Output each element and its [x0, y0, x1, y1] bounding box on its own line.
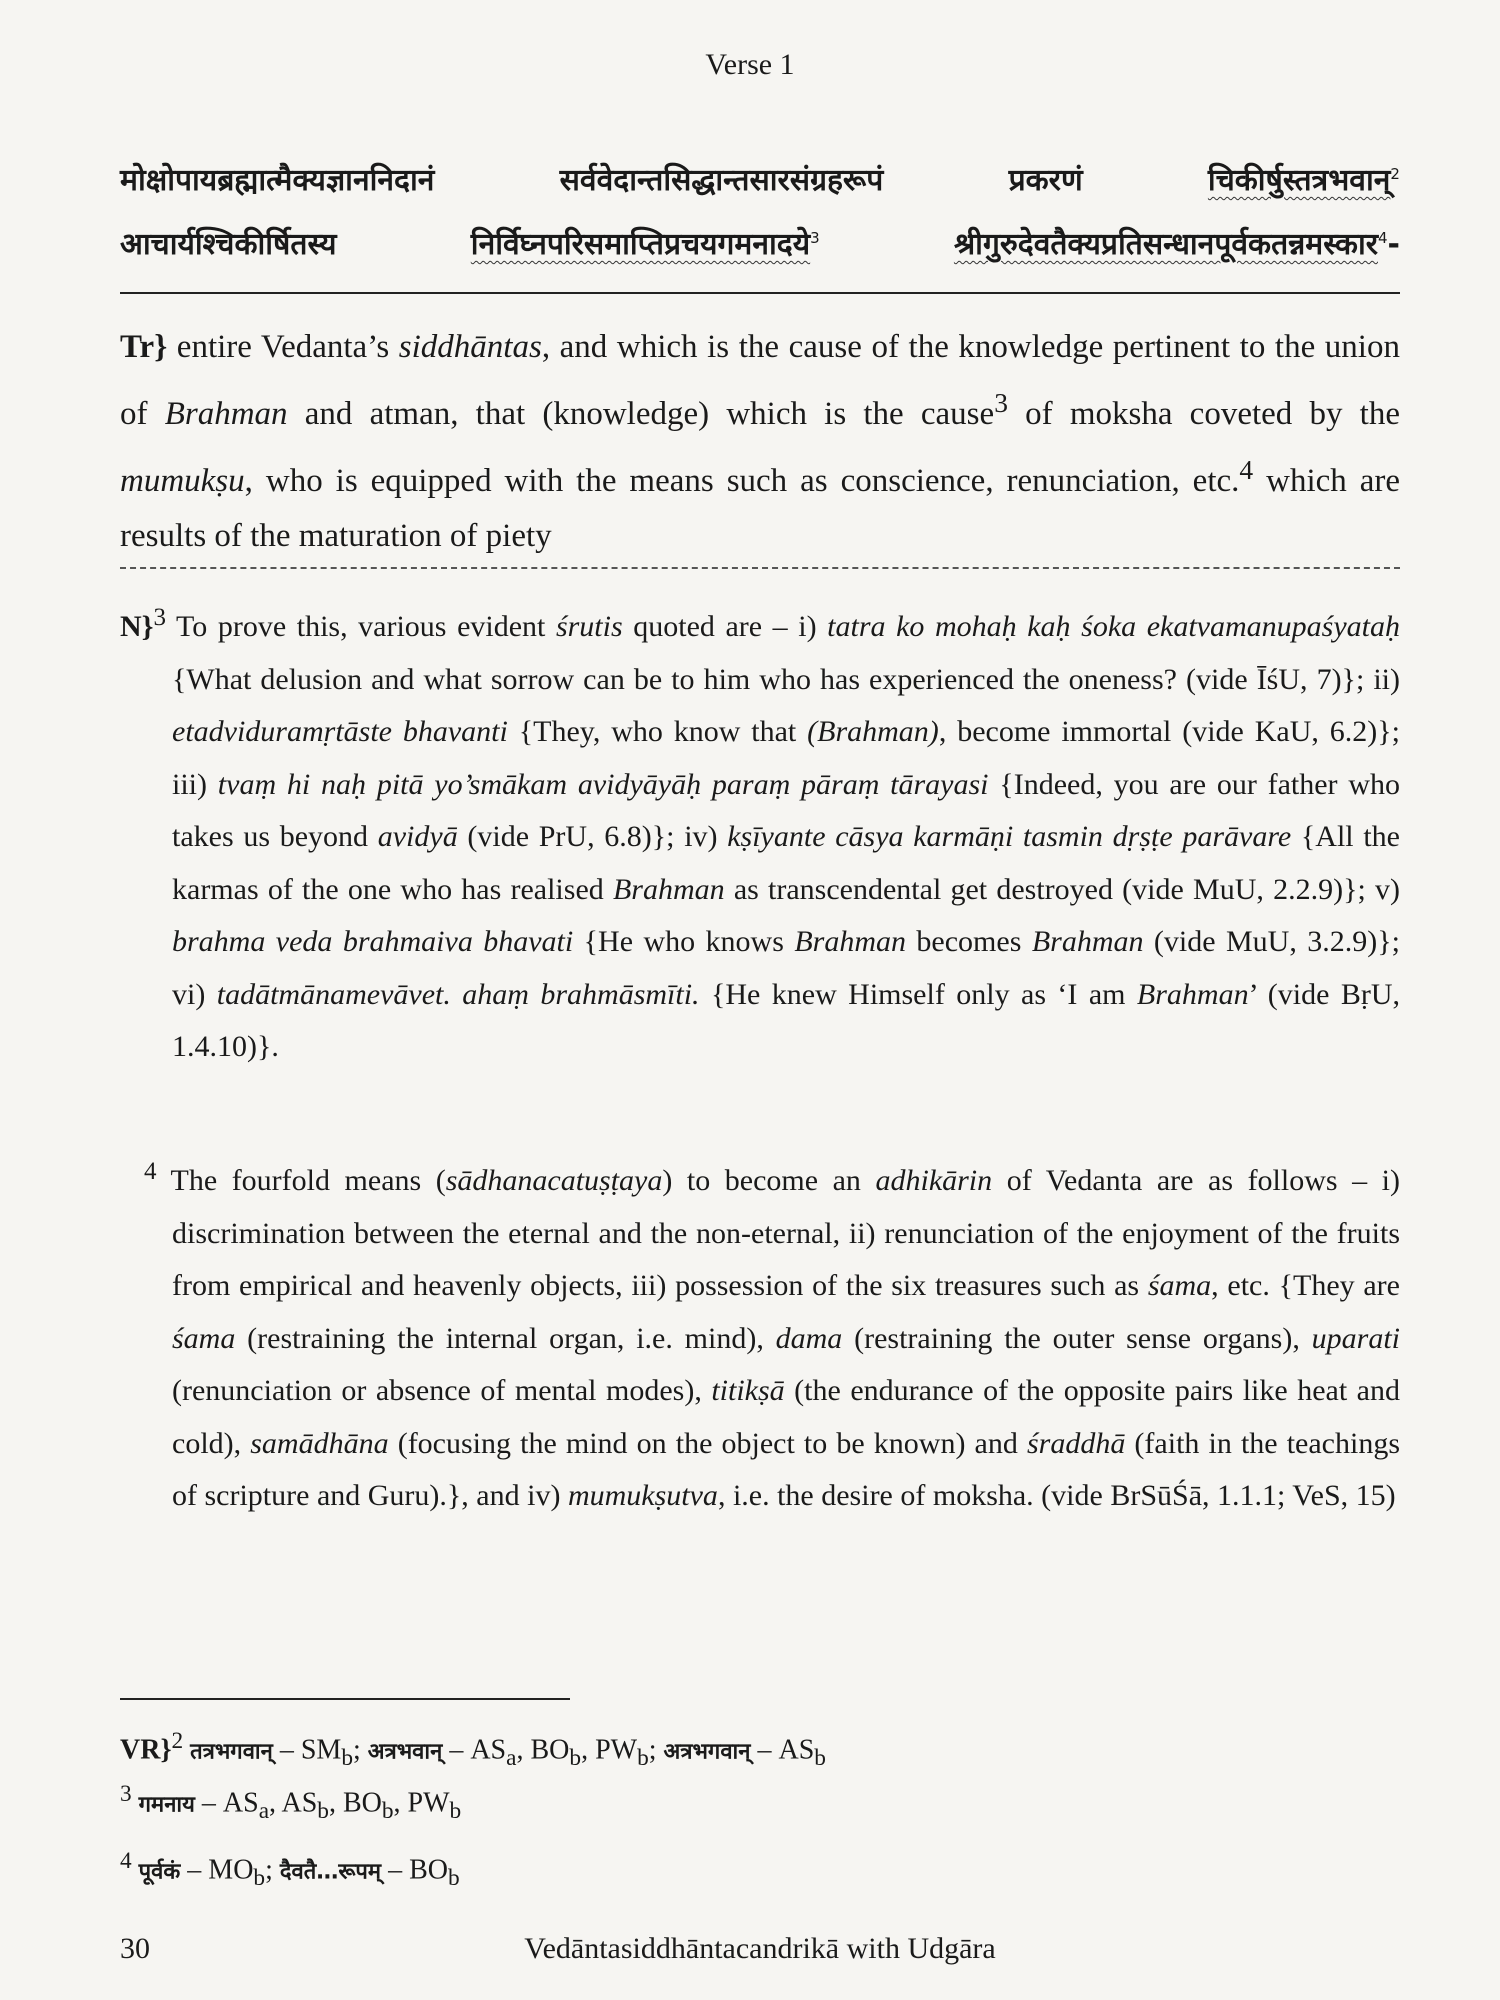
- text: {All the karmas of the one who has realised: [172, 820, 1400, 906]
- text: , etc. {They are: [1211, 1269, 1400, 1302]
- text: – AS: [194, 1787, 259, 1819]
- note-number: 3: [153, 604, 166, 631]
- text: , PW: [393, 1787, 450, 1819]
- text: (focusing the mind on the object to be known) and: [388, 1426, 1027, 1460]
- text: , i.e. the desire of moksha. (vide BrSūŚā, 1.1.1; VeS, 15): [717, 1479, 1396, 1512]
- manuscript-sub: b: [341, 1744, 353, 1771]
- devanagari-variant: पूर्वकं: [138, 1859, 181, 1885]
- italic-term: titikṣā: [711, 1374, 785, 1407]
- variant-reading-3: [120, 1777, 1400, 1828]
- sanskrit-line-2: [120, 222, 1400, 263]
- italic-term: Brahman: [1136, 977, 1249, 1011]
- translation-paragraph: [120, 320, 1400, 564]
- manuscript-sub: b: [381, 1797, 394, 1824]
- text: (the endurance of the opposite pairs like heat and cold),: [172, 1374, 1400, 1460]
- text: The fourfold means (: [156, 1164, 446, 1197]
- sanskrit-word: प्रकरणं: [1008, 163, 1083, 198]
- footnote-ref: 3: [994, 387, 1008, 418]
- devanagari-variant: दैवतै…रूपम्: [279, 1859, 382, 1885]
- variant-marked-word: निर्विघ्नपरिसमाप्तिप्रचयगमनादये: [470, 227, 811, 262]
- italic-term: siddhāntas: [398, 329, 542, 365]
- italic-term: Brahman: [164, 396, 288, 432]
- manuscript-sub: a: [506, 1744, 517, 1771]
- translation-label: Tr}: [120, 329, 168, 365]
- sanskrit-word: [954, 222, 1400, 263]
- italic-term: mumukṣu: [120, 463, 245, 499]
- italic-term: tvaṃ hi naḥ pitā yo’smākam avidyāyāḥ paraṃ pāraṃ tārayasi: [217, 767, 989, 801]
- text: becomes: [906, 925, 1032, 958]
- note-label: N}: [120, 610, 154, 643]
- book-title: Vedāntasiddhāntacandrikā with Udgāra: [524, 1932, 996, 1965]
- footnote-rule: [120, 1698, 570, 1700]
- variant-reading-2: [120, 1724, 1400, 1775]
- manuscript-sub: a: [258, 1797, 270, 1824]
- text: {What delusion and what sorrow can be to him who has experienced the oneness? (vide ĪśU, 7)}; ii): [172, 662, 1400, 696]
- text: and atman, that (knowledge) which is the cause: [287, 396, 995, 432]
- note-number: 4: [120, 1848, 132, 1874]
- manuscript-sub: b: [449, 1797, 462, 1824]
- divider-solid: [120, 292, 1400, 294]
- text: {He knew Himself only as ‘I am: [699, 977, 1137, 1011]
- italic-term: (Brahman): [807, 715, 939, 748]
- text: (faith in the teachings of scripture and Guru).}, and iv): [172, 1426, 1400, 1512]
- devanagari-variant: तत्रभगवान्: [190, 1739, 273, 1765]
- italic-term: śraddhā: [1026, 1426, 1126, 1460]
- italic-term: Brahman: [794, 925, 906, 958]
- note-body: [120, 592, 1400, 1074]
- italic-term: śama: [172, 1321, 236, 1355]
- text: (renunciation or absence of mental modes),: [172, 1374, 712, 1407]
- italic-term: kṣīyante cāsya karmāṇi tasmin dṛṣṭe parāvare: [727, 820, 1292, 853]
- variant-marked-word: चिकीर्षुस्तत्रभवान्: [1207, 163, 1391, 198]
- italic-term: tatra ko mohaḥ kaḥ śoka ekatvamanupaśyataḥ: [827, 610, 1400, 643]
- italic-term: avidyā: [377, 820, 458, 853]
- note-number: 4: [144, 1158, 157, 1185]
- text: ;: [648, 1734, 664, 1766]
- italic-term: tadātmānamevāvet. ahaṃ brahmāsmīti.: [216, 977, 700, 1011]
- variant-label: VR}: [120, 1734, 172, 1766]
- sanskrit-line-1: [120, 158, 1400, 199]
- manuscript-sub: b: [317, 1797, 329, 1824]
- sanskrit-word: सर्ववेदान्तसिद्धान्तसारसंग्रहरूपं: [559, 163, 884, 198]
- text: {Indeed, you are our father who takes us beyond: [172, 767, 1401, 853]
- footnote-ref: 4: [1239, 454, 1254, 485]
- text: , PW: [581, 1734, 638, 1766]
- text: ;: [352, 1734, 368, 1766]
- italic-term: Brahman: [1031, 925, 1144, 958]
- italic-term: brahma veda brahmaiva bhavati: [172, 925, 574, 958]
- text: , become immortal (vide KaU, 6.2)}; iii): [172, 715, 1400, 801]
- text: (vide PrU, 6.8)}; iv): [457, 820, 728, 853]
- devanagari-variant: अत्रभवान्: [367, 1739, 443, 1765]
- text: – AS: [750, 1734, 815, 1766]
- text: , BO: [516, 1734, 570, 1766]
- text: , BO: [328, 1787, 382, 1819]
- text: – MO: [180, 1854, 254, 1886]
- text: {He who knows: [573, 925, 795, 958]
- italic-term: uparati: [1311, 1321, 1400, 1355]
- hyphen: -: [1387, 227, 1400, 262]
- text: (restraining the outer sense organs),: [842, 1321, 1312, 1355]
- manuscript-sub: b: [569, 1744, 582, 1771]
- text: which are results of the maturation of piety: [120, 463, 1400, 554]
- text: entire Vedanta’s: [167, 329, 399, 365]
- italic-term: Brahman: [612, 872, 725, 906]
- variant-marked-word: श्रीगुरुदेवतैक्यप्रतिसन्धानपूर्वकतन्नमस्कार: [953, 227, 1378, 262]
- italic-term: etadviduramṛtāste bhavanti: [172, 715, 508, 748]
- sanskrit-word: आचार्यश्चिकीर्षितस्य: [120, 227, 337, 262]
- note-number: 3: [120, 1781, 132, 1807]
- footnote-ref: 3: [810, 229, 820, 247]
- text: ) to become an: [662, 1164, 876, 1197]
- italic-term: mumukṣutva: [567, 1479, 718, 1512]
- text: ’ (vide BṛU, 1.4.10)}.: [172, 977, 1400, 1063]
- italic-term: samādhāna: [250, 1426, 389, 1460]
- text: , AS: [269, 1787, 318, 1819]
- manuscript-sub: b: [253, 1864, 266, 1891]
- sanskrit-word: मोक्षोपायब्रह्मात्मैक्यज्ञाननिदानं: [120, 163, 435, 198]
- italic-term: śama: [1147, 1269, 1212, 1302]
- devanagari-variant: गमनाय: [138, 1792, 195, 1818]
- italic-term: dama: [775, 1321, 843, 1355]
- text: To prove this, various evident: [166, 610, 556, 643]
- text: as transcendental get destroyed (vide MuU, 2.2.9)}; v): [724, 872, 1400, 906]
- manuscript-sub: b: [637, 1744, 649, 1771]
- italic-term: śrutis: [555, 610, 623, 643]
- sanskrit-word: [1208, 158, 1400, 199]
- page-number: 30: [120, 1932, 150, 1965]
- text: of Vedanta are as follows – i) discrimination between the eternal and the non-eternal, ii) renunciation of the enjoyment of the fruits from empirical and heavenly objects, iii) possession of the six treasures such as: [172, 1164, 1400, 1302]
- variant-reading-4: [120, 1844, 1400, 1895]
- note-4: [120, 1146, 1400, 1523]
- text: – BO: [381, 1854, 448, 1886]
- italic-term: adhikārin: [875, 1164, 993, 1197]
- text: , who is equipped with the means such as conscience, renunciation, etc.: [244, 463, 1240, 499]
- text: quoted are – i): [622, 610, 828, 643]
- text: (restraining the internal organ, i.e. mind),: [235, 1321, 776, 1355]
- footnote-ref: 2: [1390, 165, 1400, 183]
- text: – AS: [442, 1734, 507, 1766]
- note-body: [120, 1146, 1400, 1523]
- note-3: [120, 592, 1400, 1074]
- text: – SM: [272, 1734, 342, 1766]
- text: , and which is the cause of the knowledge pertinent to the union of: [120, 329, 1400, 432]
- sanskrit-word: [471, 222, 820, 263]
- italic-term: sādhanacatuṣṭaya: [445, 1164, 663, 1197]
- text: ;: [265, 1854, 280, 1886]
- manuscript-sub: b: [447, 1864, 460, 1891]
- running-header: Verse 1: [705, 48, 795, 81]
- footnote-ref: 4: [1378, 229, 1388, 247]
- manuscript-sub: b: [814, 1744, 826, 1771]
- note-number: 2: [171, 1728, 184, 1754]
- text: of moksha coveted by the: [1007, 396, 1401, 432]
- text: {They, who know that: [507, 715, 808, 748]
- devanagari-variant: अत्रभगवान्: [663, 1739, 751, 1765]
- divider-dashed: [120, 567, 1400, 569]
- text: (vide MuU, 3.2.9)}; vi): [172, 925, 1400, 1011]
